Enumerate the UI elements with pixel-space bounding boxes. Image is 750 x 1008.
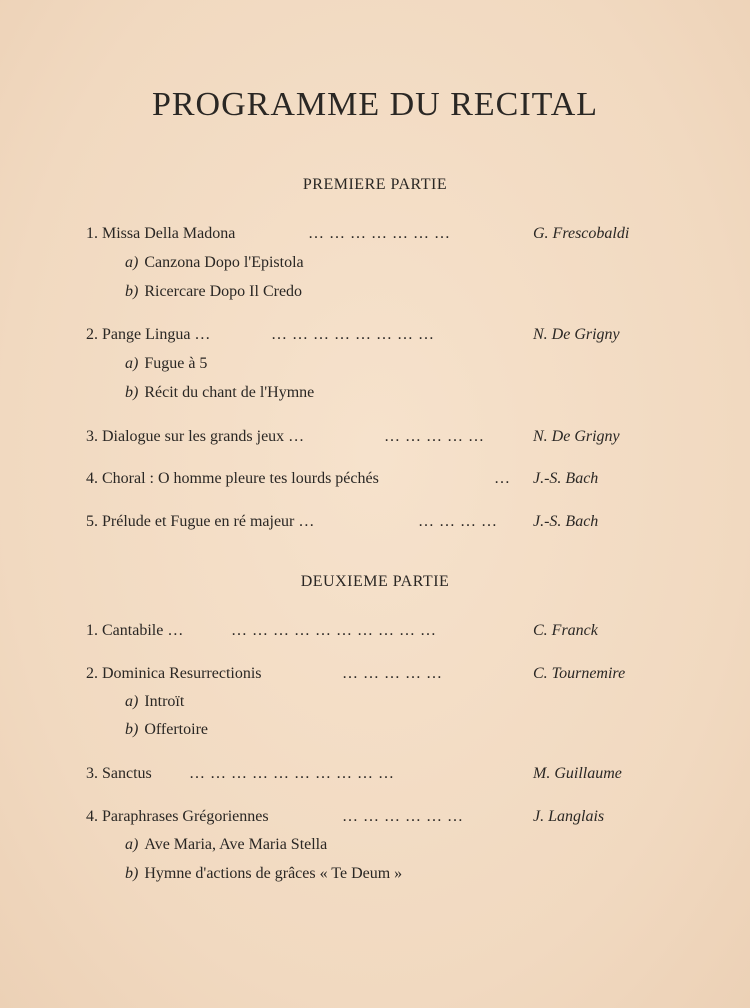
- entry-title: 1. Missa Della Madona: [86, 225, 236, 242]
- entry-leader-dots: … … … … …: [342, 665, 443, 682]
- subitem-text: Fugue à 5: [144, 355, 208, 372]
- subitem-marker: a): [125, 254, 139, 271]
- entry-subitem: [125, 382, 314, 404]
- entry-subitem: [125, 252, 304, 274]
- program-entry: [86, 426, 666, 448]
- subitem-text: Récit du chant de l'Hymne: [144, 384, 315, 401]
- subitem-text: Hymne d'actions de grâces « Te Deum »: [144, 865, 403, 882]
- entry-composer: C. Franck: [533, 622, 598, 639]
- page-title: PROGRAMME DU RECITAL: [151, 86, 599, 123]
- entry-leader-dots: … … … … … … … … … …: [231, 622, 437, 639]
- entry-composer: J.-S. Bach: [533, 513, 599, 530]
- subitem-text: Canzona Dopo l'Epistola: [144, 254, 304, 271]
- entry-composer: N. De Grigny: [533, 326, 620, 343]
- entry-title: 3. Sanctus: [86, 765, 152, 782]
- part-heading: PREMIERE PARTIE: [302, 176, 448, 193]
- part-heading: DEUXIEME PARTIE: [300, 573, 450, 590]
- entry-composer: J.-S. Bach: [533, 470, 599, 487]
- entry-title: 2. Pange Lingua …: [86, 326, 211, 343]
- entry-subitem: [125, 719, 208, 741]
- entry-subitem: [125, 353, 207, 375]
- entry-leader-dots: … … … …: [418, 513, 498, 530]
- entry-composer: G. Frescobaldi: [533, 225, 630, 242]
- subitem-marker: a): [125, 693, 139, 710]
- subitem-marker: b): [125, 865, 139, 882]
- entry-leader-dots: … … … … … … … …: [271, 326, 435, 343]
- program-entry: [86, 511, 666, 533]
- entry-leader-dots: … … … … … …: [342, 808, 464, 825]
- entry-title: 2. Dominica Resurrectionis: [86, 665, 262, 682]
- entry-title: 4. Choral : O homme pleure tes lourds péchés: [86, 470, 379, 487]
- program-entry: [86, 324, 666, 346]
- program-entry: [86, 468, 666, 490]
- entry-subitem: [125, 281, 302, 303]
- program-entry: [86, 663, 666, 685]
- entry-leader-dots: …: [494, 470, 511, 487]
- subitem-marker: b): [125, 721, 139, 738]
- entry-composer: N. De Grigny: [533, 428, 620, 445]
- subitem-text: Ave Maria, Ave Maria Stella: [144, 836, 328, 853]
- entry-title: 1. Cantabile …: [86, 622, 184, 639]
- entry-leader-dots: … … … … …: [384, 428, 485, 445]
- entry-composer: J. Langlais: [533, 808, 605, 825]
- subitem-marker: b): [125, 384, 139, 401]
- subitem-text: Introït: [144, 693, 185, 710]
- entry-composer: M. Guillaume: [533, 765, 622, 782]
- subitem-marker: a): [125, 836, 139, 853]
- entry-title: 4. Paraphrases Grégoriennes: [86, 808, 269, 825]
- program-entry: [86, 223, 666, 245]
- entry-title: 3. Dialogue sur les grands jeux …: [86, 428, 305, 445]
- entry-leader-dots: … … … … … … …: [308, 225, 451, 242]
- subitem-marker: b): [125, 283, 139, 300]
- entry-subitem: [125, 834, 327, 856]
- entry-composer: C. Tournemire: [533, 665, 626, 682]
- entry-subitem: [125, 691, 184, 713]
- program-entry: [86, 620, 666, 642]
- subitem-marker: a): [125, 355, 139, 372]
- program-entry: [86, 763, 666, 785]
- subitem-text: Offertoire: [144, 721, 208, 738]
- program-entry: [86, 806, 666, 828]
- entry-title: 5. Prélude et Fugue en ré majeur …: [86, 513, 315, 530]
- entry-subitem: [125, 863, 402, 885]
- entry-leader-dots: … … … … … … … … … …: [189, 765, 395, 782]
- subitem-text: Ricercare Dopo Il Credo: [144, 283, 303, 300]
